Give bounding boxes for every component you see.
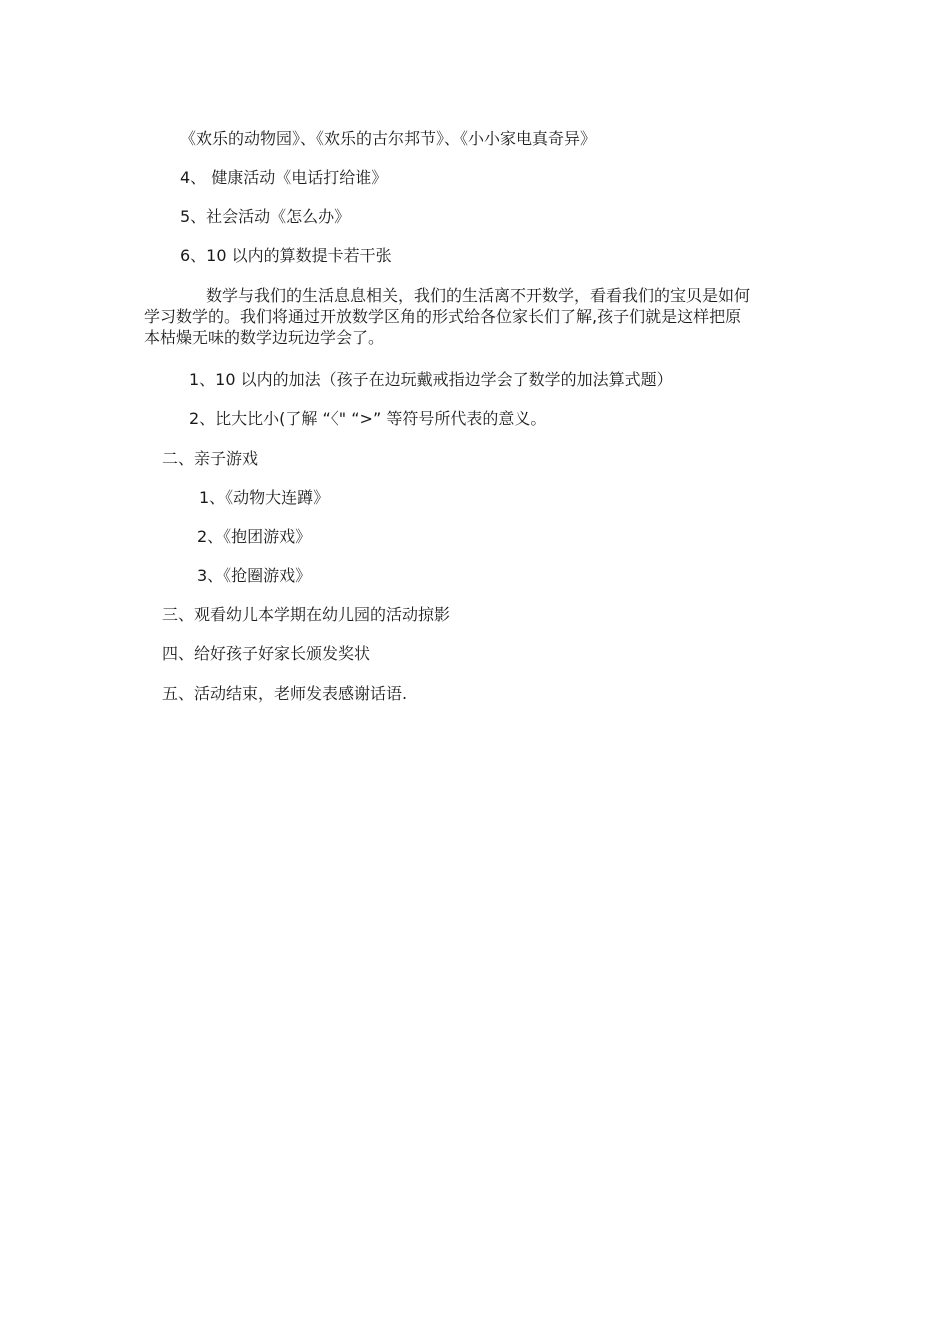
paragraph-line-3: 本枯燥无味的数学边玩边学会了。: [144, 328, 385, 347]
section-4: 四、给好孩子好家长颁发奖状: [162, 644, 371, 663]
game-item-2: 2、《抱团游戏》: [197, 527, 312, 546]
game-item-1: 1、《动物大连蹲》: [199, 488, 330, 507]
game-item-3: 3、《抢圈游戏》: [197, 566, 312, 585]
math-item-1: 1、10 以内的加法（孩子在边玩戴戒指边学会了数学的加法算式题）: [189, 370, 673, 389]
section-3: 三、观看幼儿本学期在幼儿园的活动掠影: [162, 605, 451, 624]
paragraph-line-1: 数学与我们的生活息息相关，我们的生活离不开数学，看看我们的宝贝是如何: [206, 286, 751, 305]
activity-item-6: 6、10 以内的算数提卡若干张: [180, 246, 392, 265]
paragraph-line-2: 学习数学的。我们将通过开放数学区角的形式给各位家长们了解,孩子们就是这样把原: [144, 307, 742, 326]
section-5: 五、活动结束，老师发表感谢话语.: [162, 684, 408, 703]
activity-list-continuation: 《欢乐的动物园》、《欢乐的古尔邦节》、《小小家电真奇异》: [180, 129, 597, 148]
section-2-title: 二、亲子游戏: [162, 449, 259, 468]
math-paragraph: [144, 285, 808, 348]
math-item-2: 2、比大比小(了解 “〈" “>” 等符号所代表的意义。: [189, 409, 547, 428]
activity-item-4: 4、 健康活动《电话打给谁》: [180, 168, 388, 187]
activity-item-5: 5、社会活动《怎么办》: [180, 207, 351, 226]
